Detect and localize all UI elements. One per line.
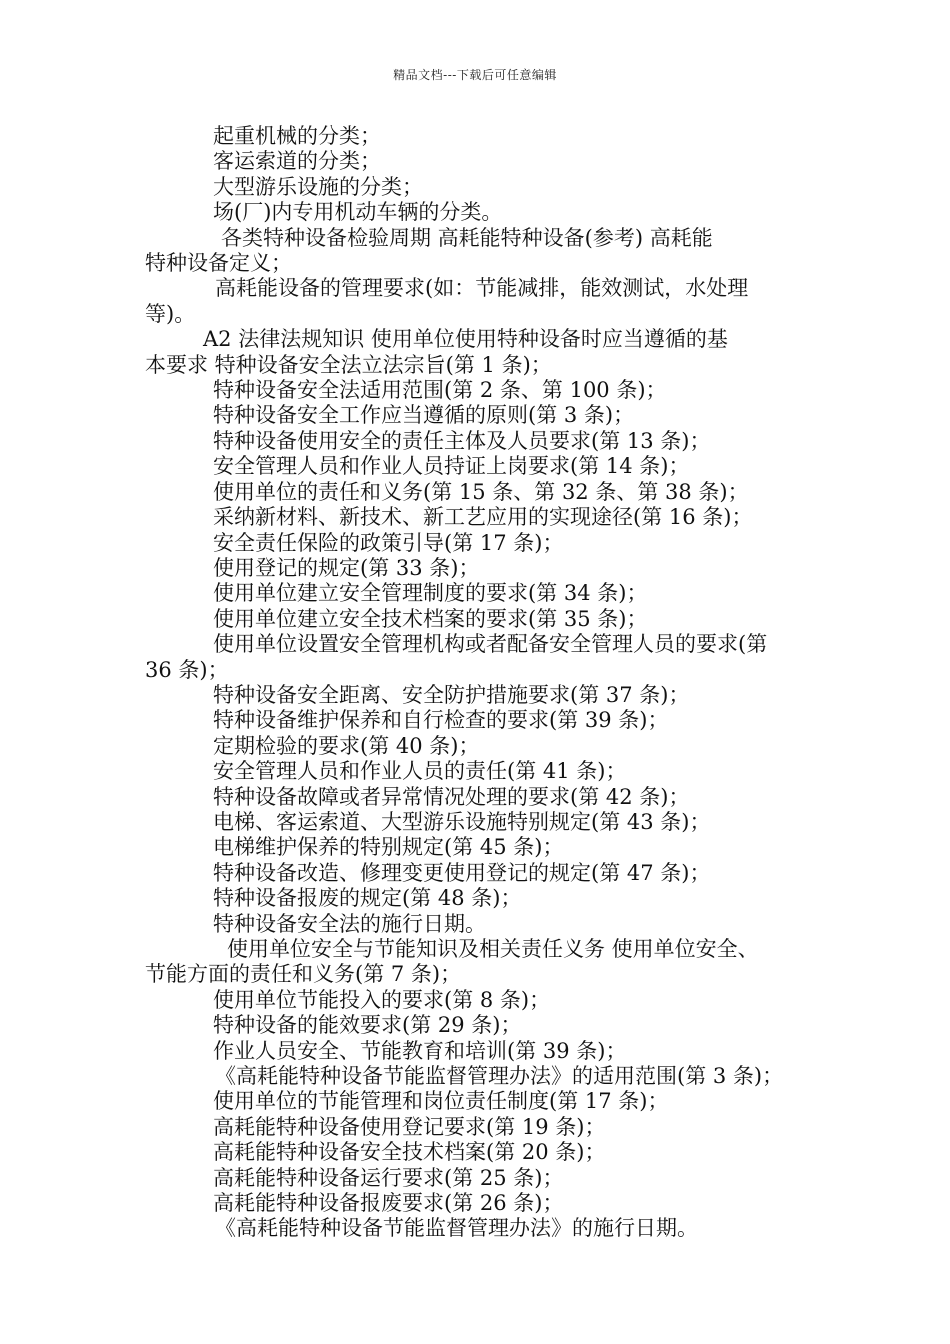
document-line: 高耗能设备的管理要求(如：节能减排，能效测试，水处理 (215, 276, 749, 301)
document-line: 特种设备安全距离、安全防护措施要求(第 37 条)； (213, 682, 690, 707)
document-line: 特种设备故障或者异常情况处理的要求(第 42 条)； (213, 784, 690, 809)
document-line: 特种设备改造、修理变更使用登记的规定(第 47 条)； (213, 860, 711, 885)
document-line: A2 法律法规知识 使用单位使用特种设备时应当遵循的基 (203, 327, 728, 352)
document-line: 特种设备的能效要求(第 29 条)； (213, 1013, 522, 1038)
page-header: 精品文档---下载后可任意编辑 (393, 68, 557, 82)
document-line: 使用单位的责任和义务(第 15 条、第 32 条、第 38 条)； (213, 479, 749, 504)
document-line: 《高耗能特种设备节能监督管理办法》的施行日期。 (215, 1216, 698, 1241)
document-line: 本要求 特种设备安全法立法宗旨(第 1 条)； (145, 352, 552, 377)
document-line: 使用单位安全与节能知识及相关责任义务 使用单位安全、 (227, 937, 759, 961)
document-line: 大型游乐设施的分类； (213, 174, 423, 199)
document-line: 使用单位建立安全技术档案的要求(第 35 条)； (213, 606, 648, 631)
document-line: 特种设备安全工作应当遵循的原则(第 3 条)； (213, 403, 635, 428)
document-line: 高耗能特种设备安全技术档案(第 20 条)； (213, 1140, 606, 1165)
document-line: 使用单位的节能管理和岗位责任制度(第 17 条)； (213, 1089, 669, 1114)
document-line: 《高耗能特种设备节能监督管理办法》的适用范围(第 3 条)； (215, 1064, 784, 1089)
document-line: 节能方面的责任和义务(第 7 条)； (145, 962, 462, 987)
document-line: 特种设备安全法适用范围(第 2 条、第 100 条)； (213, 378, 667, 403)
document-line: 安全管理人员和作业人员的责任(第 41 条)； (213, 759, 627, 784)
document-line: 特种设备定义； (145, 251, 292, 276)
document-line: 36 条)； (145, 657, 229, 682)
document-line: 特种设备报废的规定(第 48 条)； (213, 886, 522, 911)
document-body (145, 124, 815, 1242)
document-line: 起重机械的分类； (213, 124, 381, 148)
document-line: 安全管理人员和作业人员持证上岗要求(第 14 条)； (213, 454, 690, 479)
document-line: 使用单位建立安全管理制度的要求(第 34 条)； (213, 581, 648, 606)
document-line: 定期检验的要求(第 40 条)； (213, 733, 480, 758)
document-line: 高耗能特种设备使用登记要求(第 19 条)； (213, 1114, 606, 1139)
document-line: 特种设备维护保养和自行检查的要求(第 39 条)； (213, 708, 669, 733)
document-line: 高耗能特种设备报废要求(第 26 条)； (213, 1191, 564, 1216)
document-line: 使用单位设置安全管理机构或者配备安全管理人员的要求(第 (213, 632, 768, 657)
document-line: 客运索道的分类； (213, 149, 381, 174)
document-line: 电梯维护保养的特别规定(第 45 条)； (213, 835, 564, 860)
document-line: 电梯、客运索道、大型游乐设施特别规定(第 43 条)； (213, 809, 711, 834)
document-line: 场(厂)内专用机动车辆的分类。 (213, 200, 503, 225)
document-line: 等)。 (145, 301, 196, 326)
document-line: 使用单位节能投入的要求(第 8 条)； (213, 987, 551, 1012)
document-line: 采纳新材料、新技术、新工艺应用的实现途径(第 16 条)； (213, 505, 753, 530)
document-line: 安全责任保险的政策引导(第 17 条)； (213, 530, 564, 555)
document-line: 使用登记的规定(第 33 条)； (213, 555, 480, 580)
document-line: 特种设备使用安全的责任主体及人员要求(第 13 条)； (213, 428, 711, 453)
document-line: 作业人员安全、节能教育和培训(第 39 条)； (213, 1038, 627, 1063)
document-line: 各类特种设备检验周期 高耗能特种设备(参考) 高耗能 (221, 225, 713, 250)
document-line: 特种设备安全法的施行日期。 (213, 911, 486, 936)
document-line: 高耗能特种设备运行要求(第 25 条)； (213, 1165, 564, 1190)
